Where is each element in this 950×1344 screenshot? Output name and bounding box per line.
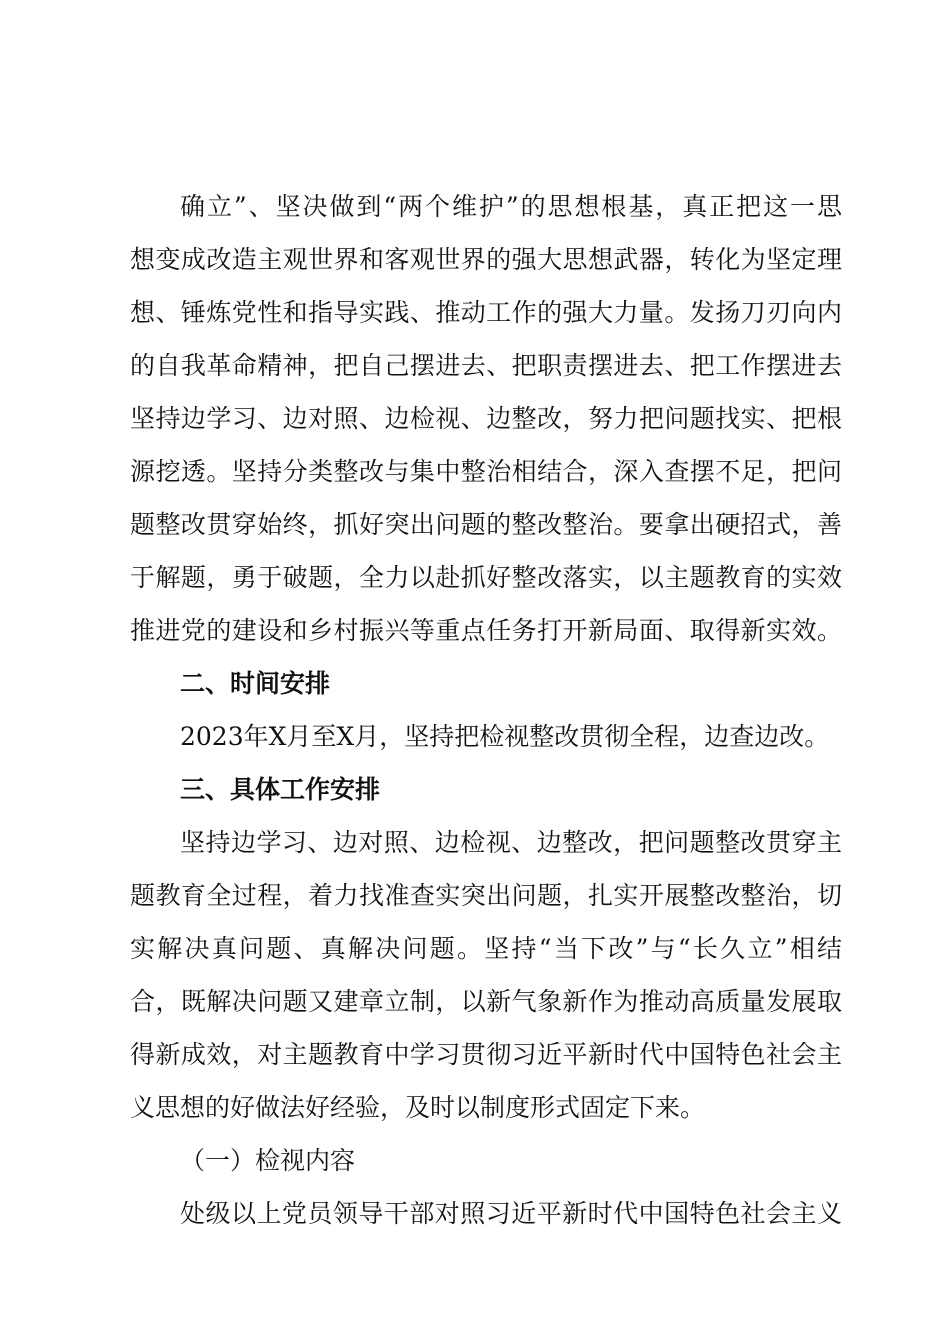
- paragraph-work-arrangement: [130, 816, 842, 1134]
- text-line: 的自我革命精神，把自己摆进去、把职责摆进去、把工作摆进去: [130, 351, 842, 380]
- text-line: 题整改贯穿始终，抓好突出问题的整改整治。要拿出硬招式，善: [130, 510, 842, 539]
- text-line: 义思想的好做法好经验，及时以制度形式固定下来。: [130, 1093, 706, 1122]
- text-line: 想、锤炼党性和指导实践、推动工作的强大力量。发扬刀刃向内: [130, 298, 842, 327]
- section-heading-work-arrangement: 三、具体工作安排: [180, 775, 381, 804]
- paragraph-continuation: [130, 180, 842, 657]
- text-line: 题教育全过程，着力找准查实突出问题，扎实开展整改整治，切: [130, 881, 842, 910]
- text-line: 合，既解决问题又建章立制，以新气象新作为推动高质量发展取: [130, 987, 842, 1016]
- text-line: 推进党的建设和乡村振兴等重点任务打开新局面、取得新实效。: [130, 616, 842, 645]
- text-line: 坚持边学习、边对照、边检视、边整改，把问题整改贯穿主: [180, 828, 842, 857]
- text-line: 实解决真问题、真解决问题。坚持“当下改”与“长久立”相结: [130, 934, 842, 963]
- paragraph-schedule: 2023年X月至X月，坚持把检视整改贯彻全程，边查边改。: [180, 722, 830, 751]
- paragraph-review-content: 处级以上党员领导干部对照习近平新时代中国特色社会主义: [180, 1199, 842, 1228]
- section-heading-schedule: 二、时间安排: [180, 669, 331, 698]
- document-body: [130, 180, 842, 1240]
- text-line: 坚持边学习、边对照、边检视、边整改，努力把问题找实、把根: [130, 404, 842, 433]
- subsection-heading-review-content: （一）检视内容: [180, 1146, 356, 1175]
- text-line: 得新成效，对主题教育中学习贯彻习近平新时代中国特色社会主: [130, 1040, 842, 1069]
- text-line: 想变成改造主观世界和客观世界的强大思想武器，转化为坚定理: [130, 245, 842, 274]
- text-line: 源挖透。坚持分类整改与集中整治相结合，深入查摆不足，把问: [130, 457, 842, 486]
- text-line: 确立”、坚决做到“两个维护”的思想根基，真正把这一思: [180, 192, 842, 221]
- text-line: 于解题，勇于破题，全力以赴抓好整改落实，以主题教育的实效: [130, 563, 842, 592]
